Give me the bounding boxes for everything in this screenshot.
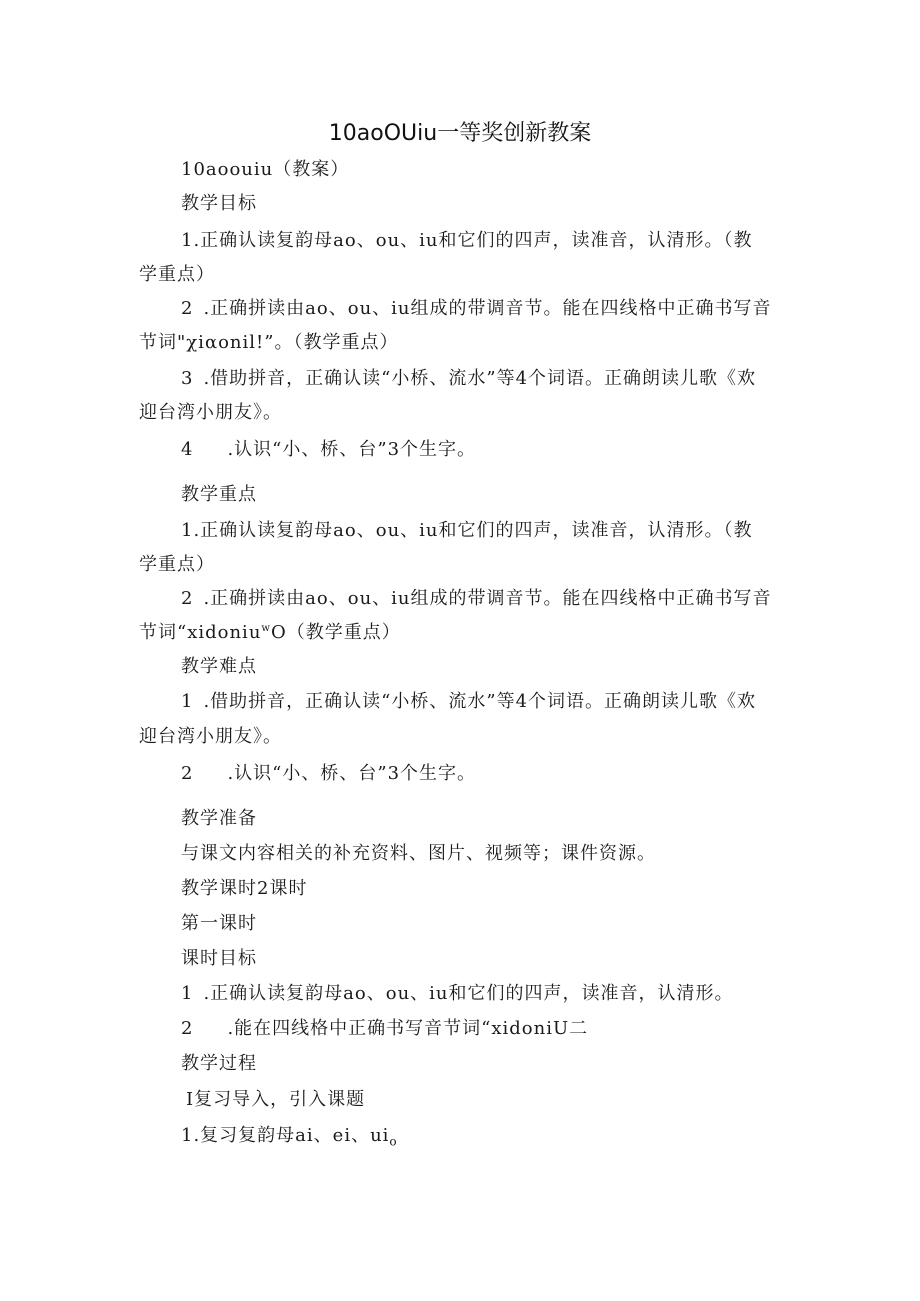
- goal-4-text: .认识“小、桥、台”3个生字。: [227, 439, 477, 460]
- goal-3-line-2: 迎台湾小朋友》。: [139, 402, 282, 423]
- goal-1-line-1: 1.正确认读复韵母ao、ou、iu和它们的四声，读准音，认清形。（教: [181, 230, 753, 251]
- difficulty-1-line-1: [181, 690, 756, 714]
- heading-lesson-goals: 课时目标: [181, 948, 257, 969]
- focus-1-line-2: 学重点）: [139, 554, 215, 575]
- process-step-1-1-subscript: o: [389, 1134, 398, 1149]
- goal-2-line-1: [181, 297, 772, 321]
- difficulty-1-line-2: 迎台湾小朋友》。: [139, 726, 282, 747]
- heading-teaching-difficulty: 教学难点: [181, 656, 257, 677]
- focus-2-number: 2: [181, 588, 194, 609]
- heading-teaching-process: 教学过程: [181, 1053, 257, 1074]
- focus-2-text: .正确拼读由ao、ou、iu组成的带调音节。能在四线格中正确书写音: [203, 588, 772, 609]
- lesson-goal-1-text: .正确认读复韵母ao、ou、iu和它们的四声，读准音，认清形。: [203, 983, 734, 1004]
- goal-4-line: [181, 438, 476, 462]
- focus-2-text-b: O（教学重点）: [270, 622, 401, 643]
- focus-2-text-a: 节词“xidoniu: [139, 622, 262, 643]
- lesson-goal-1-number: 1: [181, 983, 194, 1004]
- heading-preparation: 教学准备: [181, 808, 257, 829]
- subtitle-line: 10aoouiu（教案）: [181, 159, 350, 180]
- goal-4-number: 4: [181, 439, 194, 460]
- difficulty-1-text: .借助拼音，正确认读“小桥、流水”等4个词语。正确朗读儿歌《欢: [203, 691, 757, 712]
- focus-2-superscript: w: [261, 623, 271, 634]
- lesson-goal-2-number: 2: [181, 1018, 194, 1039]
- difficulty-1-number: 1: [181, 691, 194, 712]
- focus-1-line-1: 1.正确认读复韵母ao、ou、iu和它们的四声，读准音，认清形。（教: [181, 520, 753, 541]
- heading-teaching-goals: 教学目标: [181, 193, 257, 214]
- focus-2-line-1: [181, 587, 772, 611]
- preparation-text: 与课文内容相关的补充资料、图片、视频等；课件资源。: [181, 843, 656, 864]
- process-step-1-1-text: 1.复习复韵母ai、ei、ui: [181, 1125, 390, 1146]
- goal-2-line-2: 节词"χiαonil!”。（教学重点）: [139, 332, 399, 353]
- goal-3-number: 3: [181, 368, 194, 389]
- difficulty-2-line: [181, 762, 476, 786]
- difficulty-2-number: 2: [181, 763, 194, 784]
- heading-teaching-focus: 教学重点: [181, 484, 257, 505]
- process-step-1-1: [181, 1124, 398, 1148]
- lesson-goal-2-text: .能在四线格中正确书写音节词“xidoniU二: [227, 1018, 589, 1039]
- goal-3-line-1: [181, 367, 756, 391]
- heading-first-lesson: 第一课时: [181, 913, 257, 934]
- goal-3-text: .借助拼音，正确认读“小桥、流水”等4个词语。正确朗读儿歌《欢: [203, 368, 757, 389]
- difficulty-2-text: .认识“小、桥、台”3个生字。: [227, 763, 477, 784]
- goal-2-number: 2: [181, 298, 194, 319]
- goal-1-line-2: 学重点）: [139, 264, 215, 285]
- lesson-goal-2: [181, 1017, 588, 1041]
- focus-2-line-2: [139, 621, 401, 645]
- process-step-1: I复习导入，引入课题: [186, 1089, 366, 1110]
- goal-2-text: .正确拼读由ao、ou、iu组成的带调音节。能在四线格中正确书写音: [203, 298, 772, 319]
- lesson-goal-1: [181, 982, 734, 1006]
- class-hours: 教学课时2课时: [181, 878, 308, 899]
- document-title: 10aoOUiu一等奖创新教案: [328, 121, 592, 146]
